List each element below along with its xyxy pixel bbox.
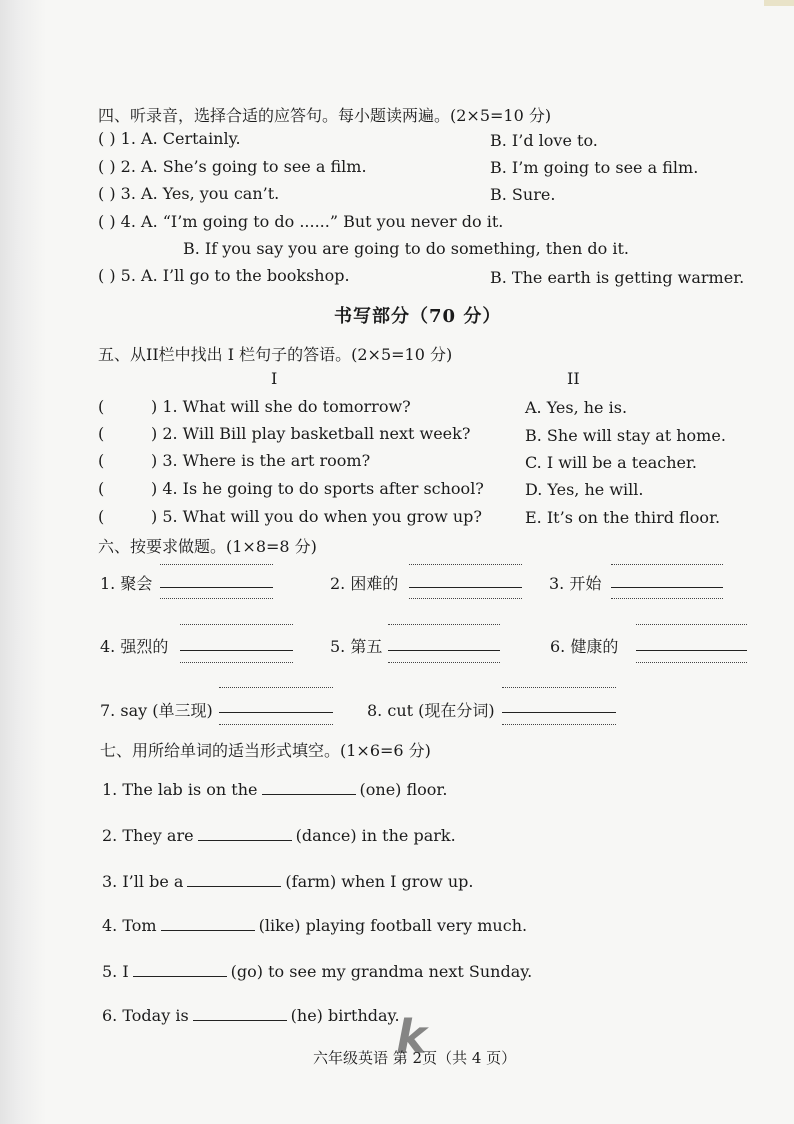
section6-title: 六、按要求做题。(1×8=8 分) — [98, 537, 317, 556]
scan-edge-shadow — [0, 0, 46, 1124]
s6-item5-guide-bottom — [388, 662, 500, 663]
s5-q3: ) 3. Where is the art room? — [151, 451, 371, 470]
s6-item3-answer-line[interactable] — [611, 587, 723, 588]
s6-item1-guide-bottom — [160, 598, 273, 599]
s6-item8-answer-line[interactable] — [502, 712, 616, 713]
s7-item2-blank[interactable] — [198, 824, 292, 841]
s6-item4-guide-top — [180, 624, 293, 625]
s5-col1-header: I — [271, 369, 278, 388]
s4-item1-a: ( ) 1. A. Certainly. — [98, 129, 241, 148]
s5-q1: ) 1. What will she do tomorrow? — [151, 397, 411, 416]
s7-item4-blank[interactable] — [161, 914, 255, 931]
s6-item2-label: 2. 困难的 — [330, 574, 399, 593]
s7-item1-blank[interactable] — [262, 778, 356, 795]
s7-item3-blank[interactable] — [187, 870, 281, 887]
s6-item8-label: 8. cut (现在分词) — [367, 701, 495, 720]
s6-item6-guide-top — [636, 624, 747, 625]
s7-item6-post: (he) birthday. — [290, 1006, 400, 1025]
section4-title: 四、听录音，选择合适的应答句。每小题读两遍。(2×5=10 分) — [98, 106, 552, 125]
s7-item2-post: (dance) in the park. — [295, 826, 456, 845]
s6-item6-guide-bottom — [636, 662, 747, 663]
s5-a4: D. Yes, he will. — [525, 480, 644, 499]
s7-item5 — [102, 960, 532, 981]
section7-title: 七、用所给单词的适当形式填空。(1×6=6 分) — [100, 741, 431, 760]
s4-item3-a: ( ) 3. A. Yes, you can’t. — [98, 184, 280, 203]
s6-item7-label: 7. say (单三现) — [100, 701, 213, 720]
s6-item4-guide-bottom — [180, 662, 293, 663]
s4-item5-b: B. The earth is getting warmer. — [490, 268, 745, 287]
s5-a5: E. It’s on the third floor. — [525, 508, 721, 527]
s6-item4-label: 4. 强烈的 — [100, 637, 169, 656]
s6-item7-guide-bottom — [219, 724, 333, 725]
s6-item6-label: 6. 健康的 — [550, 637, 619, 656]
s7-item5-blank[interactable] — [133, 960, 227, 977]
s7-item2 — [102, 824, 456, 845]
s5-bracket-2: ( — [98, 424, 105, 443]
section5-title: 五、从II栏中找出 I 栏句子的答语。(2×5=10 分) — [98, 345, 453, 364]
s7-item1-post: (one) floor. — [359, 780, 448, 799]
s4-item5-a: ( ) 5. A. I’ll go to the bookshop. — [98, 266, 350, 285]
s6-item4-answer-line[interactable] — [180, 650, 293, 651]
s7-item1-pre: 1. The lab is on the — [102, 780, 258, 799]
s6-item3-guide-top — [611, 564, 723, 565]
s7-item3-post: (farm) when I grow up. — [285, 872, 474, 891]
s4-item2-a: ( ) 2. A. She’s going to see a film. — [98, 157, 367, 176]
s6-item2-answer-line[interactable] — [409, 587, 522, 588]
s6-item1-guide-top — [160, 564, 273, 565]
s6-item5-label: 5. 第五 — [330, 637, 383, 656]
s6-item1-label: 1. 聚会 — [100, 574, 153, 593]
s7-item4-pre: 4. Tom — [102, 916, 157, 935]
s5-col2-header: II — [567, 369, 580, 388]
s5-a2: B. She will stay at home. — [525, 426, 726, 445]
s7-item4-post: (like) playing football very much. — [258, 916, 528, 935]
s5-bracket-3: ( — [98, 451, 105, 470]
s4-item1-b: B. I’d love to. — [490, 131, 598, 150]
s6-item7-answer-line[interactable] — [219, 712, 333, 713]
s5-q2: ) 2. Will Bill play basketball next week? — [151, 424, 471, 443]
s7-item5-pre: 5. I — [102, 962, 129, 981]
s6-item7-guide-top — [219, 687, 333, 688]
writing-section-title: 书写部分（70 分） — [334, 306, 502, 327]
s7-item2-pre: 2. They are — [102, 826, 194, 845]
s5-bracket-4: ( — [98, 479, 105, 498]
s6-item3-guide-bottom — [611, 598, 723, 599]
s7-item6 — [102, 1004, 400, 1025]
s5-bracket-5: ( — [98, 507, 105, 526]
s5-q5: ) 5. What will you do when you grow up? — [151, 507, 482, 526]
s4-item3-b: B. Sure. — [490, 185, 556, 204]
s4-item2-b: B. I’m going to see a film. — [490, 158, 699, 177]
s7-item6-pre: 6. Today is — [102, 1006, 189, 1025]
s6-item6-answer-line[interactable] — [636, 650, 747, 651]
s6-item2-guide-top — [409, 564, 522, 565]
s5-q4: ) 4. Is he going to do sports after school? — [151, 479, 484, 498]
s6-item5-answer-line[interactable] — [388, 650, 500, 651]
s6-item3-label: 3. 开始 — [549, 574, 602, 593]
s6-item1-answer-line[interactable] — [160, 587, 273, 588]
s7-item3 — [102, 870, 473, 891]
s4-item4-a: ( ) 4. A. “I’m going to do ......” But you never do it. — [98, 212, 504, 231]
s5-bracket-1: ( — [98, 397, 105, 416]
corner-mark — [764, 0, 794, 6]
s7-item4 — [102, 914, 527, 935]
s7-item3-pre: 3. I’ll be a — [102, 872, 184, 891]
s6-item5-guide-top — [388, 624, 500, 625]
watermark-logo: k — [396, 1010, 427, 1064]
s5-a3: C. I will be a teacher. — [525, 453, 697, 472]
s6-item8-guide-bottom — [502, 724, 616, 725]
s7-item5-post: (go) to see my grandma next Sunday. — [230, 962, 533, 981]
page-footer: 六年级英语 第 2页（共 4 页） — [313, 1049, 517, 1067]
s7-item6-blank[interactable] — [193, 1004, 287, 1021]
s5-a1: A. Yes, he is. — [525, 398, 628, 417]
s6-item8-guide-top — [502, 687, 616, 688]
s4-item4-b: B. If you say you are going to do something, then do it. — [183, 239, 629, 258]
s6-item2-guide-bottom — [409, 598, 522, 599]
s7-item1 — [102, 778, 447, 799]
